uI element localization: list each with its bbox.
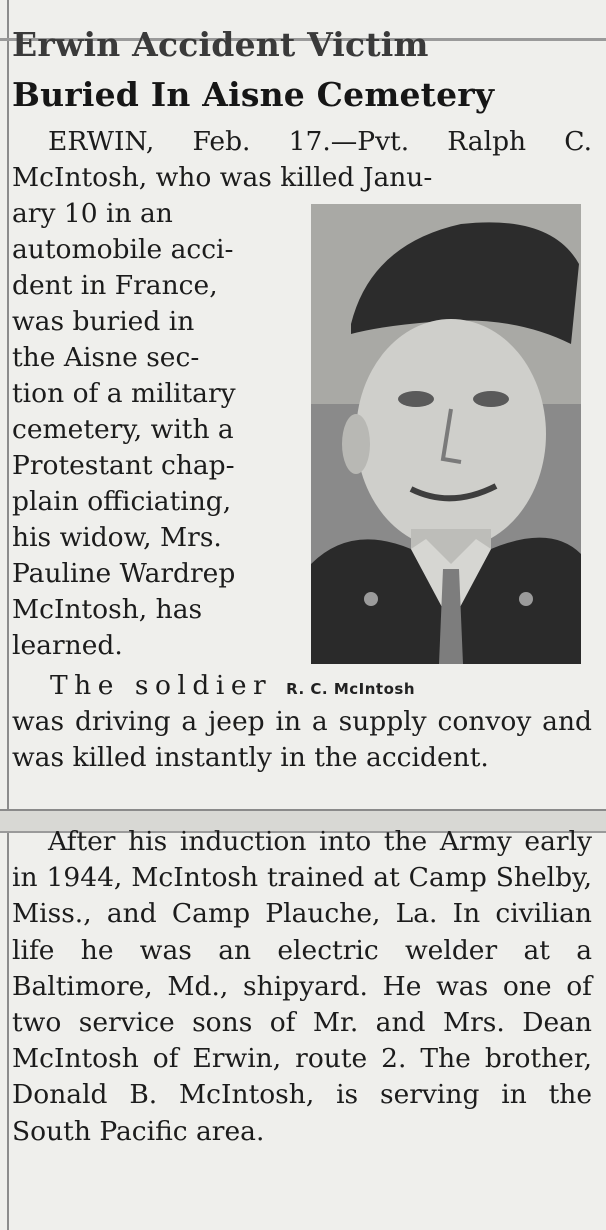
article-line: tion of a military — [12, 378, 236, 409]
soldier-line — [50, 668, 600, 707]
article-line-lead: The soldier — [50, 670, 273, 701]
article-line: cemetery, with a — [12, 414, 234, 445]
article-line: plain officiating, — [12, 486, 232, 517]
article-line: was buried in — [12, 306, 195, 337]
headline-line-2: Buried In Aisne Cemetery — [12, 75, 495, 114]
article-line: dent in France, — [12, 270, 218, 301]
article-line: learned. — [12, 630, 123, 661]
article-line: automobile acci- — [12, 234, 234, 265]
article-line: McIntosh, has — [12, 594, 203, 625]
article-line: the Aisne sec- — [12, 342, 200, 373]
photo-caption: R. C. McIntosh — [286, 680, 416, 698]
headline — [12, 20, 602, 120]
article-line: Pauline Wardrep — [12, 558, 236, 589]
article-opening: ERWIN, Feb. 17.—Pvt. Ralph C. McIntosh, who was killed Janu- — [12, 126, 592, 194]
column-rule — [7, 0, 9, 1230]
article-line: ary 10 in an — [12, 198, 173, 229]
headline-line-1: Erwin Accident Victim — [12, 25, 429, 64]
soldier-portrait-photo — [311, 204, 581, 664]
article-line: Protestant chap- — [12, 450, 235, 481]
article-paragraph: After his induction into the Army early in 1944, McIntosh trained at Camp Shelby, Miss., and Camp Plauche, La. In civilian life he was an electric welder at a Baltimore, Md., shipyard. He was one of two service sons of Mr. and Mrs. Dean McIntosh of Erwin, route 2. The brother, Donald B. McIntosh, is serving in the South Pacific area. — [12, 826, 592, 1147]
article-line: his widow, Mrs. — [12, 522, 222, 553]
article-paragraph: was driving a jeep in a supply convoy and was killed instantly in the accident. — [12, 706, 592, 774]
portrait-image — [311, 204, 581, 664]
